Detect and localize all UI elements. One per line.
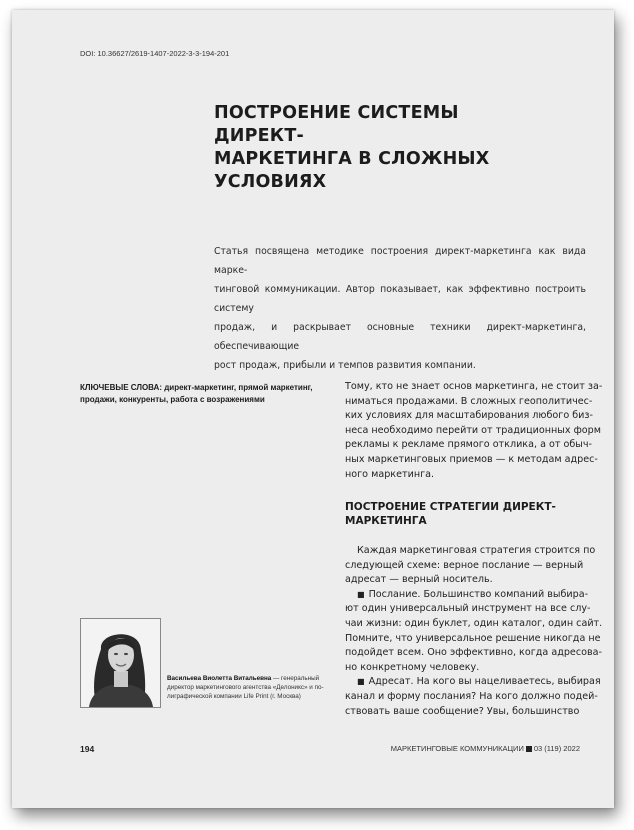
section-body-line — [345, 661, 593, 676]
section-body-line — [345, 559, 593, 574]
author-name: Васильева Виолетта Витальевна — [167, 675, 272, 682]
author-bio — [167, 674, 327, 701]
section-body-line — [345, 573, 593, 588]
section-body-line — [345, 646, 602, 661]
journal-page — [12, 10, 614, 808]
section-body-text: адресат — верный носитель. — [345, 574, 493, 586]
section-body-line — [345, 544, 596, 559]
section-body-text: ствовать ваше сообщение? Увы, большинство — [345, 705, 580, 717]
keywords — [80, 382, 320, 406]
section-body-text: подойдет всем. Оно эффективно, когда адресова- — [345, 647, 602, 659]
section-body-text: но конкретному человеку. — [345, 661, 480, 673]
abstract-line: Статья посвящена методике построения директ-маркетинга как вида марке- — [214, 246, 586, 276]
journal-footer — [391, 744, 580, 753]
section-body-line — [345, 705, 593, 720]
bullet-square-icon: ■ — [357, 677, 365, 687]
keywords-line: КЛЮЧЕВЫЕ СЛОВА: директ-маркетинг, прямой маркетинг, — [80, 383, 313, 392]
intro-line: Тому, кто не знает основ маркетинга, не стоит за- — [345, 381, 603, 392]
intro-line: ного маркетинга. — [345, 468, 435, 480]
section-body-line — [345, 617, 603, 632]
abstract-line: рост продаж, прибыли и темпов развития компании. — [214, 360, 476, 371]
author-portrait-icon — [81, 619, 160, 707]
author-photo — [80, 618, 161, 708]
section-body-line — [345, 632, 601, 647]
section-body-text: Послание. Большинство компаний выбира- — [368, 588, 589, 600]
intro-line: рекламы к рекламе прямого отклика, а от обыч- — [345, 439, 593, 451]
section-body-text: канал и форму послания? На кого должно подей- — [345, 690, 598, 702]
section-body-text: Каждая маркетинговая стратегия строится по — [357, 545, 596, 556]
section-body-text: ют один универсальный инструмент на все слу- — [345, 603, 591, 615]
keywords-line: продажи, конкуренты, работа с возражениями — [80, 395, 265, 404]
section-body-line — [345, 588, 593, 603]
abstract-line: продаж, и раскрывает основные техники директ-маркетинга, обеспечивающие — [214, 322, 586, 352]
section-body-text: Помните, что универсальное решение никогда не — [345, 632, 601, 644]
article-title — [214, 102, 554, 194]
section-body-text: Адресат. На кого вы нацеливаетесь, выбирая — [368, 676, 601, 688]
section-body-line — [345, 675, 601, 690]
article-title-line: ПОСТРОЕНИЕ СИСТЕМЫ ДИРЕКТ- — [214, 103, 459, 146]
intro-line: ных маркетинговых приемов — к методам адрес- — [345, 453, 598, 465]
author-desc-line: директор маркетингового агентства «Делоникс» и по- — [167, 684, 324, 691]
doi-line: DOI: 10.36627/2619-1407-2022-3-3-194-201 — [80, 49, 230, 58]
article-title-line: МАРКЕТИНГА В СЛОЖНЫХ УСЛОВИЯХ — [214, 149, 490, 192]
intro-line: ких условиях для масштабирования любого биз- — [345, 410, 593, 422]
section-body-text: следующей схеме: верное послание — верный — [345, 559, 584, 571]
abstract-line: тинговой коммуникации. Автор показывает, как эффективно построить систему — [214, 284, 586, 314]
section-body-text: чаи жизни: один буклет, один каталог, один сайт. — [345, 617, 603, 629]
section-heading-line: ПОСТРОЕНИЕ СТРАТЕГИИ ДИРЕКТ- — [345, 501, 556, 513]
intro-line: ниматься продажами. В сложных геополитичес- — [345, 395, 593, 407]
abstract — [214, 242, 586, 375]
author-desc-line: лиграфической компании Life Print (г. Москва) — [167, 693, 301, 700]
intro-paragraph — [345, 380, 603, 482]
author-desc-line: — генеральный — [271, 675, 320, 682]
intro-line: неса необходимо перейти от традиционных форм — [345, 424, 602, 436]
section-heading — [345, 500, 593, 528]
section-heading-line: МАРКЕТИНГА — [345, 515, 427, 527]
square-separator-icon — [526, 746, 532, 752]
section-body — [345, 544, 603, 719]
page-number: 194 — [80, 744, 95, 754]
bullet-square-icon: ■ — [357, 589, 365, 599]
journal-name: МАРКЕТИНГОВЫЕ КОММУНИКАЦИИ — [390, 744, 524, 753]
section-body-line — [345, 602, 593, 617]
journal-issue: 03 (119) 2022 — [533, 744, 580, 753]
section-body-line — [345, 690, 598, 705]
